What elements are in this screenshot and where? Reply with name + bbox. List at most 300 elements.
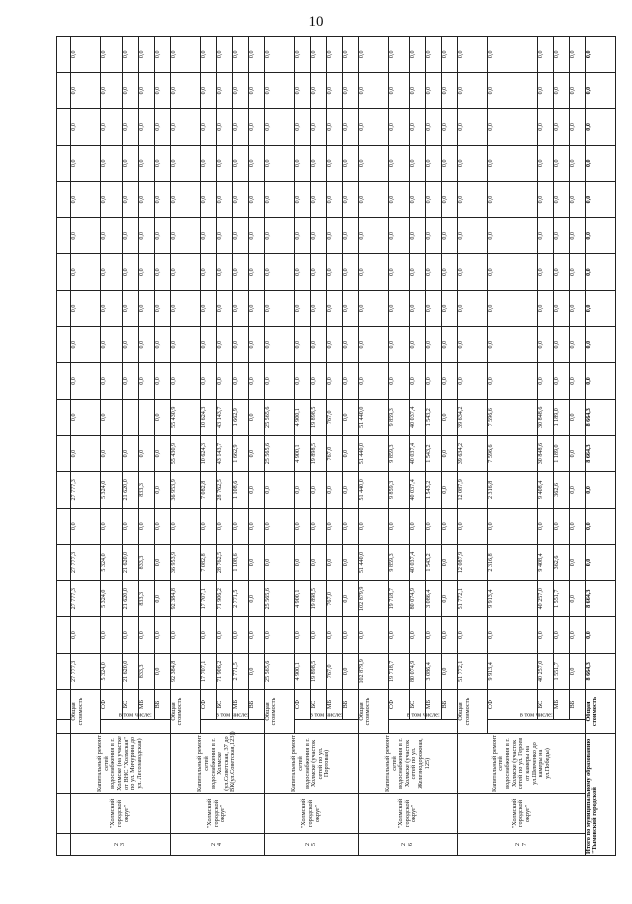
value-cell: 4 900,1: [294, 581, 310, 617]
value-cell: 55 430,9: [170, 399, 200, 435]
value-cell: 25 565,6: [264, 399, 294, 435]
header-cell: [57, 290, 71, 326]
value-cell: 0,0: [326, 544, 342, 580]
value-cell: 0,0: [100, 72, 122, 108]
value-cell: 0,0: [200, 290, 216, 326]
value-cell: 0,0: [426, 290, 442, 326]
value-cell: 0,0: [442, 399, 458, 435]
value-cell: 0,0: [154, 399, 170, 435]
value-cell: 0,0: [553, 254, 569, 290]
value-cell: 0,0: [358, 72, 388, 108]
source-label: БС: [122, 690, 138, 720]
value-cell: 0,0: [488, 617, 537, 653]
value-cell: 1 108,6: [232, 472, 248, 508]
value-cell: 0,0: [248, 72, 264, 108]
value-cell: 0,0: [200, 327, 216, 363]
value-cell: 0,0: [326, 145, 342, 181]
value-cell: 0,0: [458, 290, 488, 326]
value-cell: 0,0: [342, 327, 358, 363]
value-cell: 27 777,3: [71, 581, 101, 617]
value-cell: 25 565,6: [264, 435, 294, 471]
value-cell: 0,0: [553, 145, 569, 181]
municipality-cell: "Холмский городской округ": [358, 794, 458, 834]
value-cell: 0,0: [232, 290, 248, 326]
value-cell: [138, 399, 154, 435]
value-cell: 0,0: [138, 72, 154, 108]
value-cell: 92 384,8: [170, 581, 200, 617]
value-cell: 9 859,3: [388, 399, 410, 435]
value-cell: 0,0: [248, 508, 264, 544]
value-cell: 0,0: [442, 327, 458, 363]
value-cell: 0,0: [232, 109, 248, 145]
header-cell: [57, 181, 71, 217]
value-cell: 0,0: [410, 363, 426, 399]
value-cell: 0,0: [264, 181, 294, 217]
source-label: ВБ: [342, 690, 358, 720]
cost-label: Общая стоимость: [264, 690, 294, 734]
incl-label-text: в том числе:: [118, 711, 152, 719]
value-cell: 1 543,2: [426, 399, 442, 435]
value-cell: [122, 399, 138, 435]
incl-label-text: в том числе:: [520, 711, 553, 719]
source-label: ВБ: [569, 690, 585, 720]
value-cell: 0,0: [488, 36, 537, 72]
total-value-cell: 8 664,3: [585, 653, 615, 689]
value-cell: 17 707,1: [200, 653, 216, 689]
total-value-cell: 0,0: [585, 617, 615, 653]
value-cell: 0,0: [388, 72, 410, 108]
header-cell: [57, 472, 71, 508]
source-label: БС: [537, 690, 553, 720]
value-cell: 0,0: [537, 109, 553, 145]
value-cell: 0,0: [537, 327, 553, 363]
value-cell: 0,0: [537, 72, 553, 108]
object-cell: Капитальный ремонт сетей водоснабжения в г. Холмске (на участке от ВНС "Холмская" по ул. Мичурина до ул. Лесозаводская): [71, 734, 171, 794]
value-cell: 0,0: [71, 290, 101, 326]
value-cell: 1 551,7: [553, 581, 569, 617]
value-cell: 7 596,6: [488, 435, 537, 471]
value-cell: 21 620,0: [122, 544, 138, 580]
value-cell: 0,0: [100, 218, 122, 254]
value-cell: 0,0: [170, 36, 200, 72]
value-cell: 0,0: [138, 363, 154, 399]
value-cell: 19 718,7: [388, 653, 410, 689]
value-cell: 0,0: [342, 218, 358, 254]
value-cell: 0,0: [488, 363, 537, 399]
cost-label: Общая стоимость: [358, 690, 388, 734]
value-cell: 0,0: [248, 254, 264, 290]
row-number: 2 3: [71, 834, 171, 856]
total-value-cell: 0,0: [585, 544, 615, 580]
header-cell: [57, 617, 71, 653]
value-cell: 0,0: [342, 508, 358, 544]
value-cell: 833,3: [138, 472, 154, 508]
value-cell: 0,0: [410, 290, 426, 326]
value-cell: 833,3: [138, 653, 154, 689]
incl-label: [200, 711, 264, 734]
value-cell: 0,0: [388, 145, 410, 181]
value-cell: 0,0: [154, 508, 170, 544]
value-cell: 21 620,0: [122, 653, 138, 689]
row-number: 2 5: [264, 834, 358, 856]
value-cell: 71 906,2: [216, 581, 232, 617]
row-number: 2 4: [170, 834, 264, 856]
value-cell: 0,0: [138, 617, 154, 653]
incl-label-text: в том числе:: [215, 711, 249, 719]
value-cell: 51 440,0: [358, 544, 388, 580]
value-cell: 362,6: [553, 544, 569, 580]
value-cell: 0,0: [553, 508, 569, 544]
value-cell: 0,0: [569, 145, 585, 181]
value-cell: 0,0: [294, 472, 310, 508]
value-cell: 0,0: [553, 72, 569, 108]
source-label: БС: [410, 690, 426, 720]
value-cell: 0,0: [553, 327, 569, 363]
value-cell: 0,0: [537, 218, 553, 254]
source-label: ВБ: [154, 690, 170, 720]
value-cell: 0,0: [410, 508, 426, 544]
value-cell: 0,0: [122, 109, 138, 145]
source-label: МБ: [553, 690, 569, 720]
value-cell: 0,0: [154, 218, 170, 254]
value-cell: 0,0: [442, 653, 458, 689]
total-value-cell: 0,0: [585, 72, 615, 108]
value-cell: 0,0: [388, 508, 410, 544]
value-cell: 833,3: [138, 544, 154, 580]
value-cell: 0,0: [154, 617, 170, 653]
value-cell: 0,0: [200, 254, 216, 290]
header-cell: [57, 720, 71, 734]
value-cell: 0,0: [310, 617, 326, 653]
value-cell: 0,0: [294, 363, 310, 399]
value-cell: 0,0: [326, 327, 342, 363]
header-cell: [57, 254, 71, 290]
value-cell: 0,0: [326, 472, 342, 508]
value-cell: 0,0: [248, 653, 264, 689]
value-cell: 0,0: [442, 181, 458, 217]
value-cell: 0,0: [294, 181, 310, 217]
value-cell: 0,0: [426, 254, 442, 290]
value-cell: 0,0: [264, 363, 294, 399]
value-cell: 51 440,0: [358, 399, 388, 435]
source-label: МБ: [138, 690, 154, 720]
value-cell: 0,0: [310, 472, 326, 508]
value-cell: 1 551,7: [553, 653, 569, 689]
value-cell: 767,0: [326, 435, 342, 471]
value-cell: 0,0: [458, 72, 488, 108]
value-cell: 0,0: [442, 72, 458, 108]
value-cell: 0,0: [569, 435, 585, 471]
value-cell: 0,0: [122, 617, 138, 653]
value-cell: 0,0: [569, 254, 585, 290]
value-cell: 0,0: [122, 327, 138, 363]
value-cell: 0,0: [248, 290, 264, 326]
value-cell: 92 384,8: [170, 653, 200, 689]
value-cell: 0,0: [264, 290, 294, 326]
value-cell: 0,0: [410, 617, 426, 653]
value-cell: 0,0: [569, 508, 585, 544]
value-cell: 71 906,2: [216, 653, 232, 689]
value-cell: 0,0: [342, 399, 358, 435]
value-cell: 0,0: [358, 145, 388, 181]
value-cell: 0,0: [71, 399, 101, 435]
value-cell: 0,0: [569, 290, 585, 326]
value-cell: 0,0: [488, 508, 537, 544]
value-cell: 0,0: [248, 581, 264, 617]
total-value-cell: 8 664,3: [585, 581, 615, 617]
value-cell: 0,0: [122, 181, 138, 217]
value-cell: 0,0: [264, 72, 294, 108]
value-cell: 0,0: [170, 508, 200, 544]
value-cell: 0,0: [170, 72, 200, 108]
incl-label: [488, 711, 585, 734]
total-value-cell: 0,0: [585, 254, 615, 290]
value-cell: 0,0: [410, 36, 426, 72]
value-cell: 0,0: [264, 617, 294, 653]
value-cell: 0,0: [537, 181, 553, 217]
value-cell: 10 624,3: [200, 399, 216, 435]
value-cell: 0,0: [154, 435, 170, 471]
value-cell: 0,0: [200, 363, 216, 399]
header-cell: [57, 327, 71, 363]
value-cell: 0,0: [410, 327, 426, 363]
value-cell: 0,0: [488, 181, 537, 217]
value-cell: 0,0: [294, 290, 310, 326]
value-cell: 0,0: [216, 290, 232, 326]
value-cell: 12 087,9: [458, 472, 488, 508]
value-cell: 21 620,0: [122, 472, 138, 508]
value-cell: 0,0: [154, 181, 170, 217]
source-label: СФ: [488, 690, 537, 720]
value-cell: 0,0: [232, 36, 248, 72]
value-cell: 0,0: [426, 508, 442, 544]
value-cell: 36 953,9: [170, 472, 200, 508]
value-cell: 36 953,9: [170, 544, 200, 580]
value-cell: 0,0: [458, 363, 488, 399]
total-value-cell: 0,0: [585, 290, 615, 326]
value-cell: 0,0: [442, 617, 458, 653]
value-cell: 0,0: [248, 399, 264, 435]
value-cell: 9 859,3: [388, 472, 410, 508]
value-cell: 0,0: [232, 72, 248, 108]
table-row: [358, 36, 388, 855]
value-cell: 0,0: [553, 290, 569, 326]
value-cell: 0,0: [358, 327, 388, 363]
value-cell: 9 913,4: [488, 581, 537, 617]
value-cell: 0,0: [170, 218, 200, 254]
value-cell: 0,0: [458, 36, 488, 72]
total-value-cell: 0,0: [585, 508, 615, 544]
value-cell: 3 086,4: [426, 581, 442, 617]
value-cell: 0,0: [154, 109, 170, 145]
value-cell: 0,0: [488, 254, 537, 290]
value-cell: 0,0: [358, 109, 388, 145]
header-cell: [57, 544, 71, 580]
budget-table: [56, 36, 616, 856]
value-cell: 0,0: [537, 363, 553, 399]
value-cell: 0,0: [216, 72, 232, 108]
value-cell: 25 565,6: [264, 653, 294, 689]
table-row: [294, 36, 310, 855]
value-cell: 0,0: [248, 327, 264, 363]
incl-label-text: в том числе:: [309, 711, 343, 719]
value-cell: 0,0: [170, 290, 200, 326]
source-label: БС: [216, 690, 232, 720]
value-cell: 0,0: [488, 145, 537, 181]
table-row: [458, 36, 488, 855]
municipality-cell: "Холмский городской округ": [264, 794, 358, 834]
cost-label: Общая стоимость: [458, 690, 488, 734]
value-cell: 0,0: [122, 36, 138, 72]
value-cell: 0,0: [170, 327, 200, 363]
value-cell: 0,0: [569, 363, 585, 399]
value-cell: 51 772,1: [458, 581, 488, 617]
value-cell: 39 634,2: [458, 399, 488, 435]
value-cell: 0,0: [248, 435, 264, 471]
value-cell: 0,0: [122, 508, 138, 544]
table-row: [71, 36, 101, 855]
value-cell: 0,0: [71, 36, 101, 72]
value-cell: 0,0: [100, 435, 122, 471]
source-label: СФ: [388, 690, 410, 720]
value-cell: 0,0: [410, 254, 426, 290]
header-cell: [57, 399, 71, 435]
value-cell: 0,0: [426, 145, 442, 181]
municipality-cell: "Холмский городской округ": [458, 794, 585, 834]
value-cell: 80 074,9: [410, 581, 426, 617]
value-cell: 0,0: [264, 508, 294, 544]
value-cell: 1 543,2: [426, 472, 442, 508]
value-cell: 7 082,8: [200, 544, 216, 580]
value-cell: 0,0: [310, 363, 326, 399]
value-cell: 0,0: [358, 218, 388, 254]
table-row: [488, 36, 537, 855]
cost-label: Общая стоимость: [170, 690, 200, 734]
value-cell: 0,0: [553, 363, 569, 399]
source-label: СФ: [200, 690, 216, 720]
source-label: ВБ: [248, 690, 264, 720]
value-cell: 0,0: [388, 617, 410, 653]
header-cell: [57, 690, 71, 720]
value-cell: 7 082,8: [200, 472, 216, 508]
value-cell: 0,0: [138, 218, 154, 254]
value-cell: 0,0: [342, 145, 358, 181]
value-cell: 0,0: [100, 399, 122, 435]
value-cell: 0,0: [358, 254, 388, 290]
value-cell: 40 257,0: [537, 581, 553, 617]
value-cell: 0,0: [537, 617, 553, 653]
value-cell: 0,0: [200, 181, 216, 217]
municipality-cell: "Холмский городской округ": [71, 794, 171, 834]
object-cell: Капитальный ремонт сетей водоснабжения в г. Холмске (ул.Советская, 37 до ВК(ул.Советская,123)): [170, 734, 264, 794]
value-cell: 0,0: [342, 72, 358, 108]
value-cell: 1 543,2: [426, 544, 442, 580]
value-cell: 0,0: [553, 36, 569, 72]
value-cell: 0,0: [488, 218, 537, 254]
value-cell: 0,0: [342, 290, 358, 326]
value-cell: 0,0: [569, 472, 585, 508]
total-row: [585, 36, 615, 855]
value-cell: 0,0: [232, 254, 248, 290]
value-cell: 0,0: [122, 254, 138, 290]
header-cell: [57, 734, 71, 794]
value-cell: 55 430,9: [170, 435, 200, 471]
municipality-cell: "Холмский городской округ": [170, 794, 264, 834]
value-cell: 767,0: [326, 653, 342, 689]
value-cell: 0,0: [426, 327, 442, 363]
total-value-cell: 0,0: [585, 327, 615, 363]
value-cell: 0,0: [537, 145, 553, 181]
value-cell: 0,0: [442, 290, 458, 326]
value-cell: 0,0: [264, 36, 294, 72]
value-cell: 0,0: [154, 363, 170, 399]
value-cell: 0,0: [388, 218, 410, 254]
value-cell: 767,0: [326, 399, 342, 435]
total-value-cell: 0,0: [585, 109, 615, 145]
value-cell: 0,0: [310, 327, 326, 363]
value-cell: 0,0: [342, 109, 358, 145]
value-cell: 0,0: [442, 472, 458, 508]
incl-label: [294, 711, 358, 734]
total-value-cell: 0,0: [585, 145, 615, 181]
value-cell: 0,0: [458, 327, 488, 363]
object-cell: Капитальный ремонт сетей водоснабжения в г. Холмске (участок сетей по ул. Героев от камеры на ул.Шевченко до камеры на ул.Победы): [458, 734, 585, 794]
object-cell: Капитальный ремонт сетей водоснабжения в г. Холмске (участок сетей по ул. Портовая): [264, 734, 358, 794]
value-cell: 0,0: [458, 254, 488, 290]
value-cell: 0,0: [326, 363, 342, 399]
value-cell: 0,0: [154, 36, 170, 72]
value-cell: 0,0: [216, 363, 232, 399]
source-label: СФ: [294, 690, 310, 720]
header-cell: [57, 435, 71, 471]
value-cell: 0,0: [264, 254, 294, 290]
value-cell: 0,0: [488, 72, 537, 108]
value-cell: 0,0: [232, 145, 248, 181]
value-cell: 0,0: [553, 181, 569, 217]
total-value-cell: 0,0: [585, 363, 615, 399]
total-value-cell: 0,0: [585, 181, 615, 217]
value-cell: 0,0: [138, 36, 154, 72]
value-cell: 0,0: [71, 109, 101, 145]
value-cell: 4 900,1: [294, 653, 310, 689]
incl-label: [100, 711, 170, 734]
value-cell: 39 634,2: [458, 435, 488, 471]
value-cell: 0,0: [71, 218, 101, 254]
value-cell: 0,0: [71, 617, 101, 653]
value-cell: 19 898,5: [310, 399, 326, 435]
value-cell: 0,0: [326, 181, 342, 217]
table-row: [100, 36, 122, 855]
value-cell: 9 913,4: [488, 653, 537, 689]
value-cell: 0,0: [170, 617, 200, 653]
value-cell: 0,0: [310, 145, 326, 181]
value-cell: 0,0: [71, 72, 101, 108]
value-cell: 1 543,2: [426, 435, 442, 471]
value-cell: 0,0: [358, 508, 388, 544]
value-cell: 40 037,4: [410, 399, 426, 435]
value-cell: 0,0: [569, 544, 585, 580]
value-cell: 0,0: [71, 435, 101, 471]
value-cell: 0,0: [154, 544, 170, 580]
value-cell: 0,0: [154, 72, 170, 108]
value-cell: 0,0: [442, 145, 458, 181]
cost-label: Общая стоимость: [71, 690, 101, 734]
header-row: [57, 36, 71, 855]
source-label: ВБ: [442, 690, 458, 720]
value-cell: 0,0: [310, 36, 326, 72]
value-cell: 19 718,7: [388, 581, 410, 617]
page-number: 10: [308, 14, 324, 30]
